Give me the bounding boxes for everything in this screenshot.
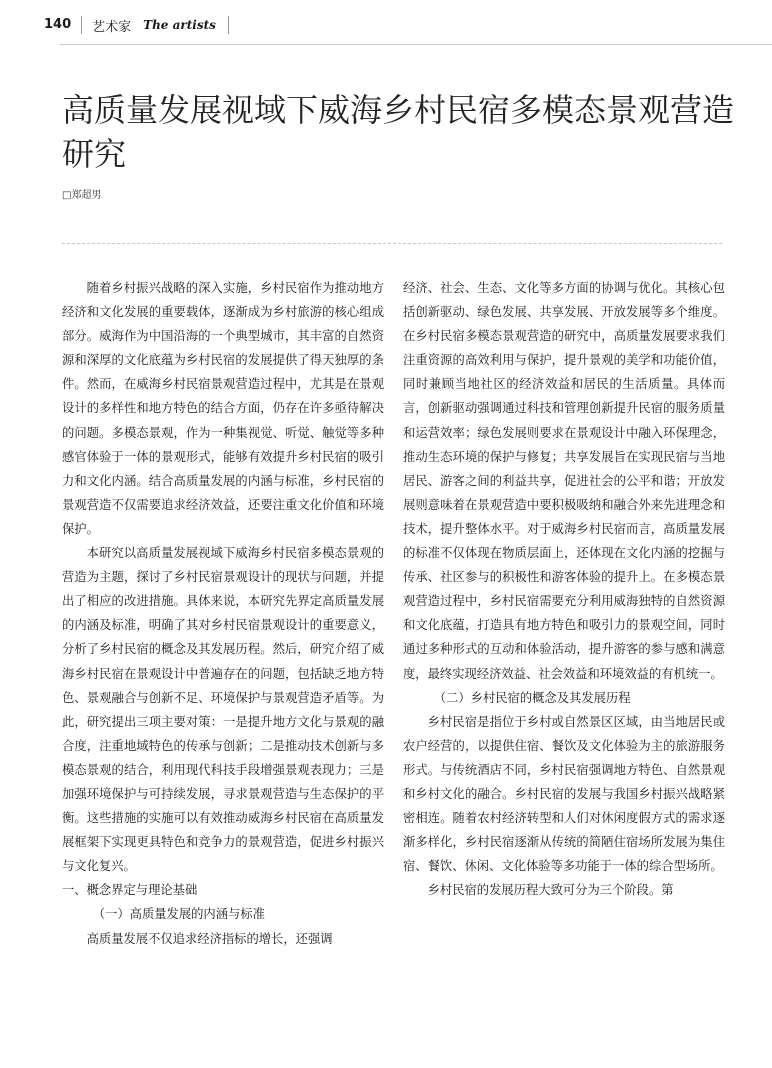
paragraph-intro-2: 本研究以高质量发展视域下威海乡村民宿多模态景观的营造为主题，探讨了乡村民宿景观设计的现状与问题，并提出了相应的改进措施。具体来说，本研究先界定高质量发展的内涵及标准，明确了其对乡村民宿景观设计的重要意义，分析了乡村民宿的概念及其发展历程。然后，研究介绍了威海乡村民宿在景观设计中普遍存在的问题，包括缺乏地方特色、景观融合与创新不足、环境保护与景观营造矛盾等。为此，研究提出三项主要对策：一是提升地方文化与景观的融合度，注重地域特色的传承与创新；二是推动技术创新与多模态景观的结合，利用现代科技手段增强景观表现力；三是加强环境保护与可持续发展，寻求景观营造与生态保护的平衡。这些措施的实施可以有效推动威海乡村民宿在高质量发展框架下实现更具特色和竞争力的景观营造，促进乡村振兴与文化复兴。 (62, 546, 384, 874)
paragraph-intro-1: 随着乡村振兴战略的深入实施，乡村民宿作为推动地方经济和文化发展的重要载体，逐渐成为乡村旅游的核心组成部分。威海作为中国沿海的一个典型城市，其丰富的自然资源和深厚的文化底蕴为乡村民宿的发展提供了得天独厚的条件。然而，在威海乡村民宿景观营造过程中，尤其是在景观设计的多样性和地方特色的结合方面，仍存在许多亟待解决的问题。多模态景观，作为一种集视觉、听觉、触觉等多种感官体验于一体的景观形式，能够有效提升乡村民宿的吸引力和文化内涵。结合高质量发展的内涵与标准，乡村民宿的景观营造不仅需要追求经济效益，还要注重文化价值和环境保护。 (62, 281, 384, 536)
right-column (403, 276, 725, 902)
author-byline (62, 186, 101, 201)
subsection-heading-1-2: （二）乡村民宿的概念及其发展历程 (433, 690, 631, 705)
magazine-name-en: The artists (143, 16, 229, 34)
running-header (44, 12, 229, 38)
header-rule (60, 44, 772, 45)
paragraph-1-1-start: 高质量发展不仅追求经济指标的增长，还强调 (86, 931, 333, 946)
paragraph-1-2-history: 乡村民宿的发展历程大致可分为三个阶段。第 (427, 883, 674, 898)
subsection-heading-1-1: （一）高质量发展的内涵与标准 (92, 907, 265, 922)
author-name: □郑超男 (62, 190, 102, 201)
left-column (62, 276, 384, 951)
magazine-name-cn: 艺术家 (92, 19, 132, 35)
section-divider (62, 243, 722, 244)
paragraph-1-2: 乡村民宿是指位于乡村或自然景区区域，由当地居民或农户经营的，以提供住宿、餐饮及文化体验为主的旅游服务形式。与传统酒店不同，乡村民宿强调地方特色、自然景观和乡村文化的融合。乡村民宿的发展与我国乡村振兴战略紧密相连。随着农村经济转型和人们对休闲度假方式的需求逐渐多样化，乡村民宿逐渐从传统的简陋住宿场所发展为集住宿、餐饮、休闲、文化体验等多功能于一体的综合型场所。 (403, 714, 725, 874)
section-heading-1: 一、概念界定与理论基础 (62, 883, 198, 898)
article-title: 高质量发展视域下威海乡村民宿多模态景观营造研究 (62, 91, 735, 173)
paragraph-1-1-cont: 经济、社会、生态、文化等多方面的协调与优化。其核心包括创新驱动、绿色发展、共享发展、开放发展等多个维度。在乡村民宿多模态景观营造的研究中，高质量发展要求我们注重资源的高效利用与保护，提升景观的美学和功能价值，同时兼顾当地社区的经济效益和居民的生活质量。具体而言，创新驱动强调通过科技和管理创新提升民宿的服务质量和运营效率；绿色发展则要求在景观设计中融入环保理念，推动生态环境的保护与修复；共享发展旨在实现民宿与当地居民、游客之间的利益共享，促进社会的公平和谐；开放发展则意味着在景观营造中要积极吸纳和融合外来先进理念和技术，提升整体水平。对于威海乡村民宿而言，高质量发展的标准不仅体现在物质层面上，还体现在文化内涵的挖掘与传承、社区参与的积极性和游客体验的提升上。在多模态景观营造过程中，乡村民宿需要充分利用威海独特的自然资源和文化底蕴，打造具有地方特色和吸引力的景观空间，同时通过多种形式的互动和体验活动，提升游客的参与感和满意度，最终实现经济效益、社会效益和环境效益的有机统一。 (403, 281, 725, 681)
page-number: 140 (44, 16, 82, 34)
